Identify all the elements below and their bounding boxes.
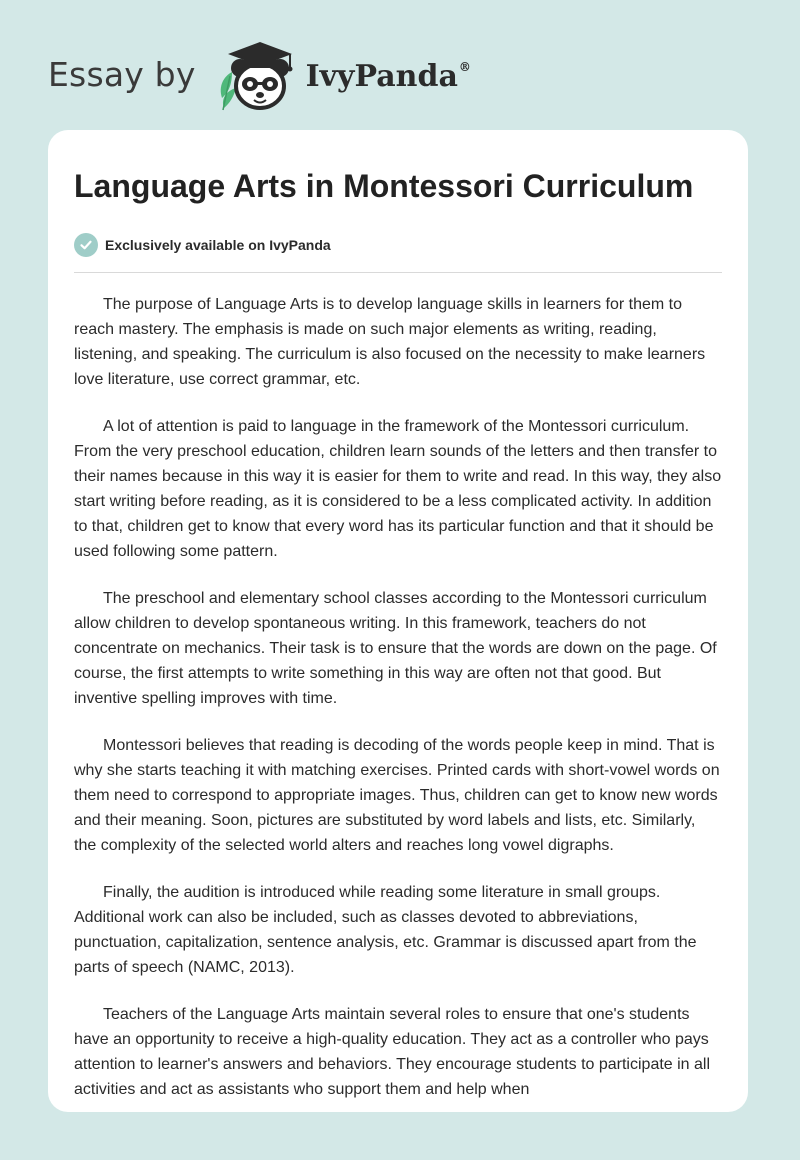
panda-graduate-logo-icon[interactable]: [210, 36, 302, 112]
page-title: Language Arts in Montessori Curriculum: [74, 168, 694, 204]
paragraph: The preschool and elementary school classes according to the Montessori curriculum allow children to develop spontaneous writing. In this framework, teachers do not concentrate on mechanics. Their task is to ensure that the words are down on the page. Of course, the first attempts to write something in this way are often not that good. But inventive spelling improves with time.: [74, 590, 717, 707]
paragraph: Finally, the audition is introduced while reading some literature in small groups. Additional work can also be included, such as classes devoted to abbreviations, punctuation, capitalization, sentence analysis, etc. Grammar is discussed apart from the parts of speech (NAMC, 2013).: [74, 884, 697, 976]
paragraph: Montessori believes that reading is decoding of the words people keep in mind. That is why she starts teaching it with matching exercises. Printed cards with short-vowel words on them need to correspond to appropriate images. Thus, children can get to know new words and their meaning. Soon, pictures are substituted by word labels and lists, etc. Similarly, the complexity of the selected world alters and reaches long vowel digraphs.: [74, 737, 720, 854]
paragraph: Teachers of the Language Arts maintain several roles to ensure that one's students have an opportunity to receive a high-quality education. They act as a controller who pays attention to learner's answers and behaviors. They encourage students to participate in all activities and act as assistants who support them and help when: [74, 1006, 711, 1098]
divider: [74, 272, 722, 273]
paragraph: A lot of attention is paid to language in the framework of the Montessori curriculum. From the very preschool education, children learn sounds of the letters and then transfer to their names because in this way it is easier for them to write and read. In this way, they also start writing before reading, as it is considered to be a less complicated activity. In addition to that, children get to know that every word has its particular function and that it should be used following some pattern.: [74, 418, 722, 560]
essay-body: [74, 292, 722, 1102]
trademark-symbol: ®: [458, 59, 471, 74]
brand-name[interactable]: IvyPanda®: [305, 58, 471, 94]
site-header: [48, 36, 471, 112]
essay-card: [48, 130, 748, 1112]
exclusive-badge: [74, 232, 722, 258]
exclusive-badge-label: Exclusively available on IvyPanda: [105, 237, 331, 253]
check-circle-icon: [74, 233, 98, 257]
essay-by-label: Essay by: [48, 54, 196, 94]
paragraph: The purpose of Language Arts is to develop language skills in learners for them to reach mastery. The emphasis is made on such major elements as writing, reading, listening, and speaking. The curriculum is also focused on the necessity to make learners love literature, use correct grammar, etc.: [74, 296, 706, 388]
